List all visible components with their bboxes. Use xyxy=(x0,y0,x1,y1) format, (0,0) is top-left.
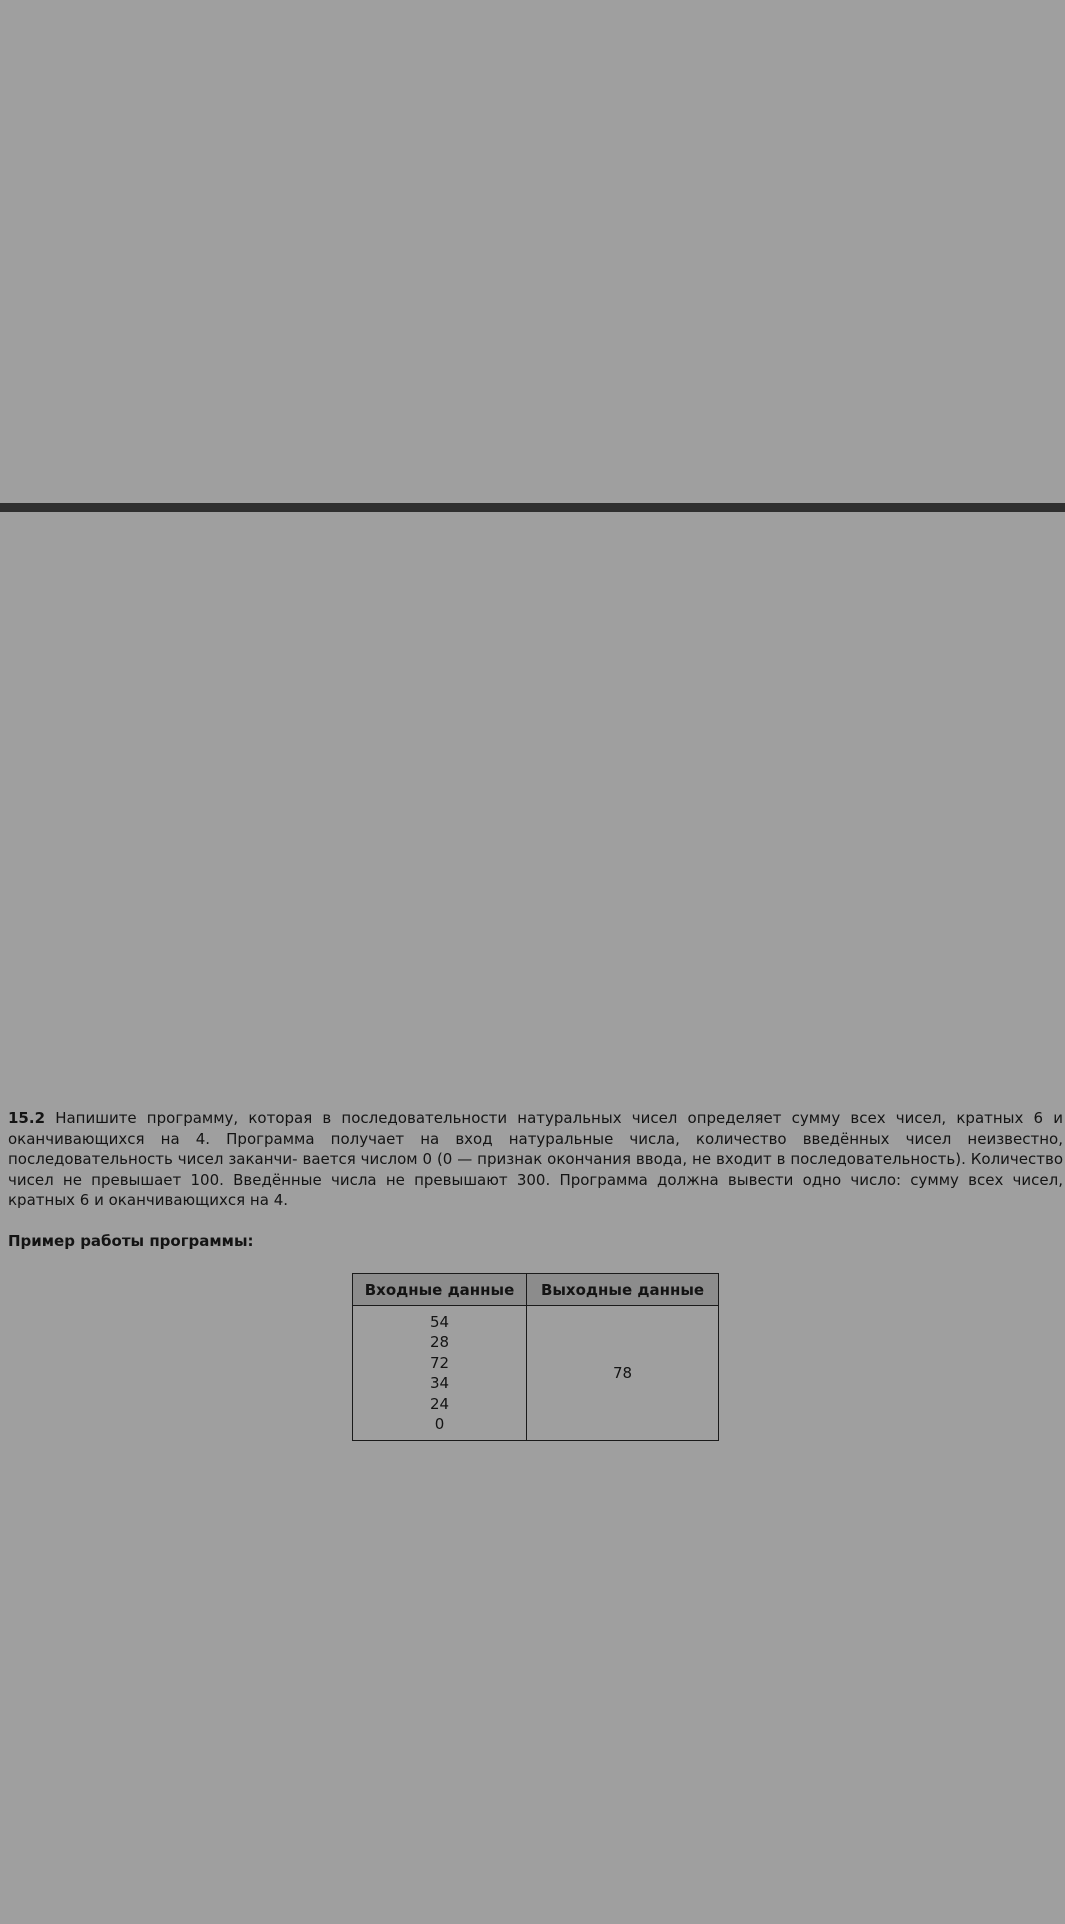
header-input: Входные данные xyxy=(353,1274,527,1306)
output-cell xyxy=(527,1306,719,1441)
task-text: Напишите программу, которая в последовательности натуральных чисел определяет сумму всех чисел, кратных 6 и оканчивающихся на 4. Программа получает на вход натуральные числа, количество введённых чисел неизвестно, последовательность чисел заканчи- вается числом 0 (0 — признак окончания ввода, не входит в последовательность). Количество чисел не превышает 100. Введённые числа не превышают 300. Программа должна вывести одно число: сумму всех чисел, кратных 6 и оканчивающихся на 4. xyxy=(8,1109,1064,1209)
input-value: 0 xyxy=(434,1415,445,1433)
input-values-list xyxy=(353,1312,526,1435)
task-statement xyxy=(8,1108,1063,1211)
task-number: 15.2 xyxy=(8,1109,46,1127)
page-divider xyxy=(0,503,1065,512)
header-output: Выходные данные xyxy=(527,1274,719,1306)
table-row xyxy=(353,1306,719,1441)
input-cell xyxy=(353,1306,527,1441)
table-header-row xyxy=(353,1274,719,1306)
example-title: Пример работы программы: xyxy=(8,1232,254,1250)
input-value: 72 xyxy=(429,1353,450,1372)
input-value: 28 xyxy=(429,1333,450,1351)
input-value: 24 xyxy=(429,1394,450,1413)
output-value: 78 xyxy=(612,1364,633,1382)
input-value: 34 xyxy=(429,1374,450,1392)
example-table xyxy=(352,1273,719,1441)
input-value: 54 xyxy=(429,1312,450,1331)
